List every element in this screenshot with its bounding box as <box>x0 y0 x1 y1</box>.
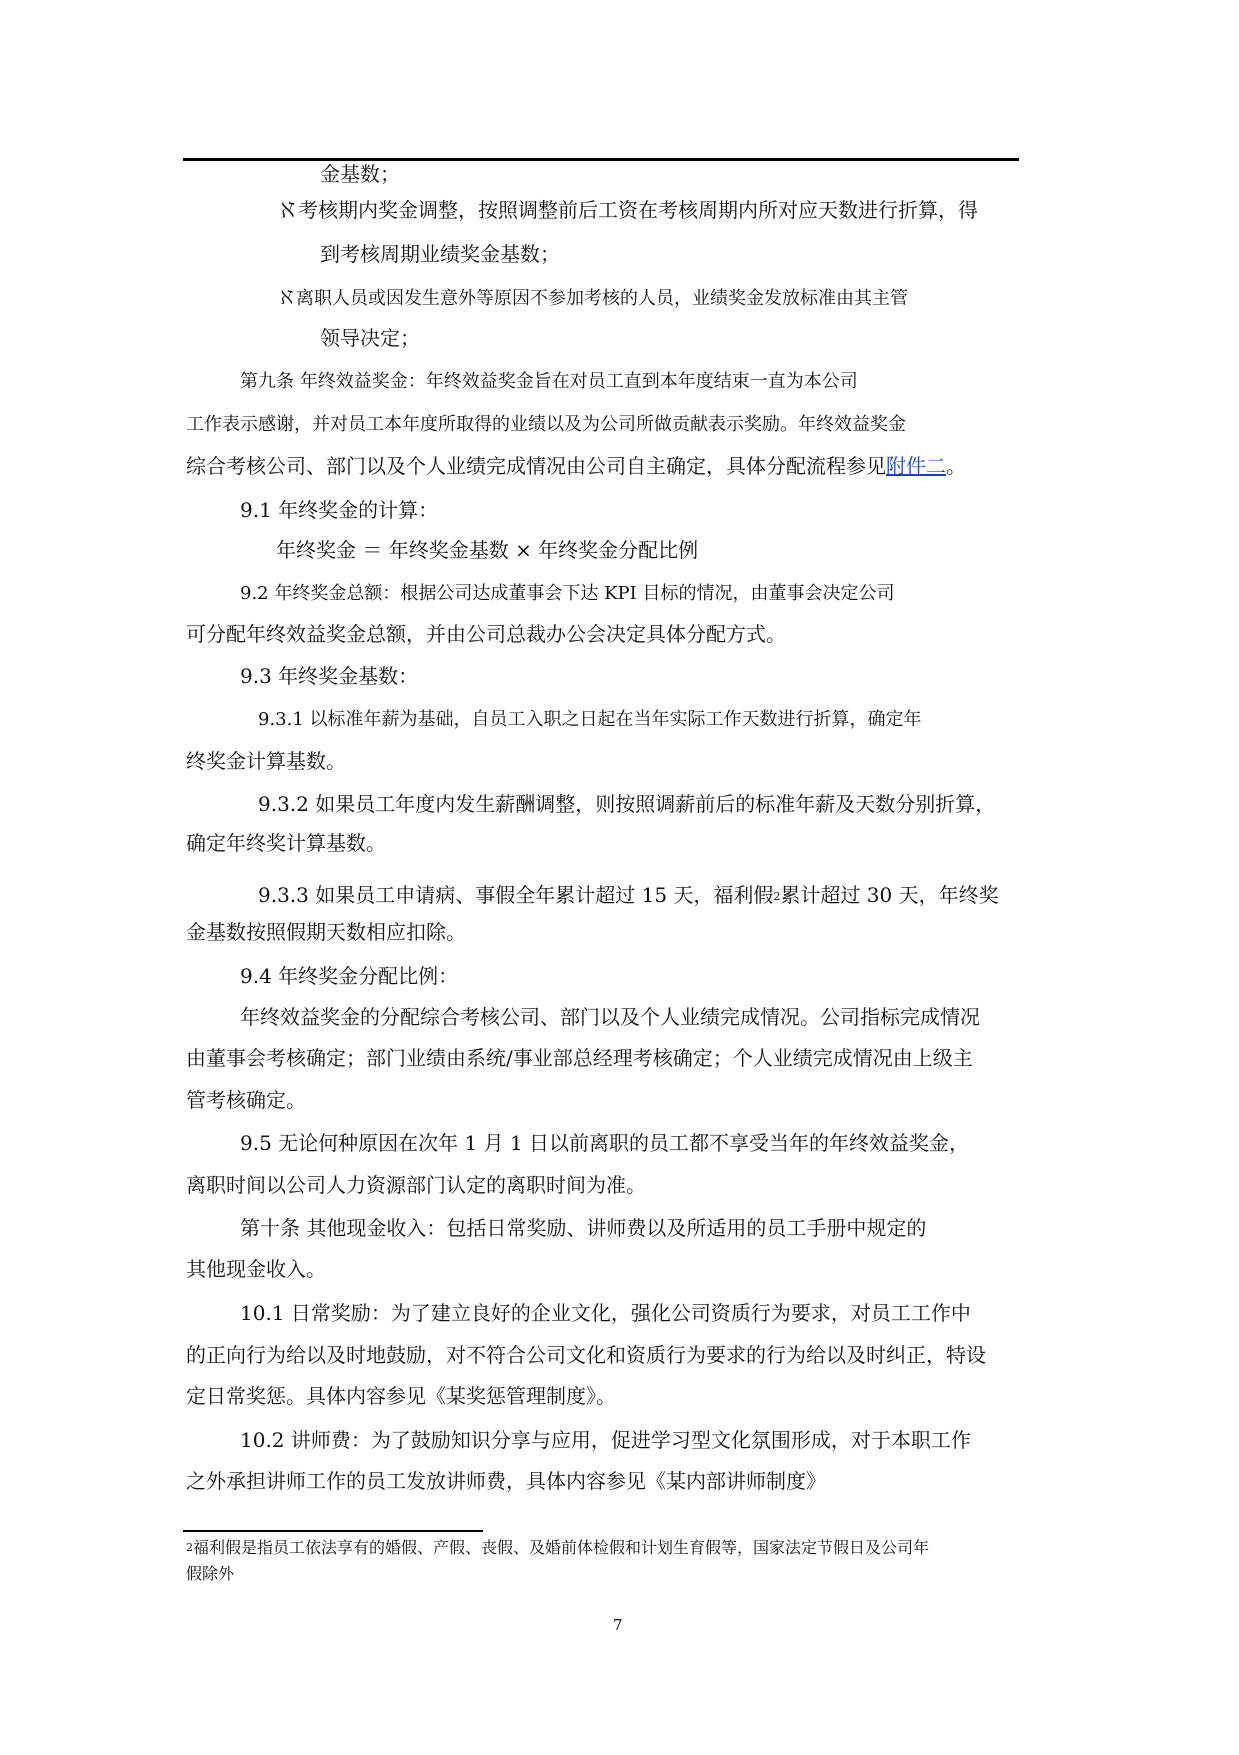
text-line: 金基数按照假期天数相应扣除。 <box>186 920 466 944</box>
text-line: 10.2 讲师费：为了鼓励知识分享与应用，促进学习型文化氛围形成，对于本职工作 <box>240 1428 971 1452</box>
text-line: 确定年终奖计算基数。 <box>186 831 386 855</box>
text-span: 福利假是指员工依法享有的婚假、产假、丧假、及婚前体检假和计划生育假等，国家法定节假日及公司年 <box>193 1538 930 1557</box>
page-number: 7 <box>613 1616 623 1634</box>
text-span: 累计超过 30 天，年终奖 <box>780 883 999 907</box>
footnote-ref[interactable]: 2 <box>773 890 781 903</box>
text-line: 工作表示感谢，并对员工本年度所取得的业绩以及为公司所做贡献表示奖励。年终效益奖金 <box>186 414 906 435</box>
text-line: 定日常奖惩。具体内容参见《某奖惩管理制度》。 <box>186 1384 616 1408</box>
text-line: 终奖金计算基数。 <box>186 749 346 773</box>
text-line: 年终效益奖金的分配综合考核公司、部门以及个人业绩完成情况。公司指标完成情况 <box>240 1005 980 1029</box>
footnote-line: 假除外 <box>186 1564 235 1583</box>
text-line: 管考核确定。 <box>186 1088 306 1112</box>
text-line <box>186 454 966 478</box>
text-line: 9.3 年终奖金基数： <box>240 664 419 688</box>
text-line: 9.4 年终奖金分配比例： <box>240 964 459 988</box>
text-line: 离职时间以公司人力资源部门认定的离职时间为准。 <box>186 1173 646 1197</box>
text-line: 其他现金收入。 <box>186 1257 326 1281</box>
text-line: 9.5 无论何种原因在次年 1 月 1 日以前离职的员工都不享受当年的年终效益奖金， <box>240 1131 970 1155</box>
text-line: 领导决定； <box>320 326 420 350</box>
text-line: 由董事会考核确定；部门业绩由系统/事业部总经理考核确定；个人业绩完成情况由上级主 <box>186 1046 973 1070</box>
footnote-line <box>186 1536 929 1560</box>
footnote-rule <box>183 1530 483 1532</box>
text-line: 到考核周期业绩奖金基数； <box>320 242 560 266</box>
text-line: 10.1 日常奖励：为了建立良好的企业文化，强化公司资质行为要求，对员工工作中 <box>240 1301 971 1325</box>
text-line: 的正向行为给以及时地鼓励，对不符合公司文化和资质行为要求的行为给以及时纠正，特设 <box>186 1343 986 1367</box>
text-line <box>258 883 999 909</box>
text-line: 9.1 年终奖金的计算： <box>240 498 439 522</box>
header-rule <box>183 158 1019 161</box>
text-line: 之外承担讲师工作的员工发放讲师费，具体内容参见《某内部讲师制度》 <box>186 1469 826 1493</box>
footnote-mark: 2 <box>186 1541 193 1554</box>
text-line: 9.2 年终奖金总额：根据公司达成董事会下达 KPI 目标的情况，由董事会决定公司 <box>240 583 895 604</box>
text-span: 。 <box>946 454 966 478</box>
text-line: 9.3.2 如果员工年度内发生薪酬调整，则按照调薪前后的标准年薪及天数分别折算， <box>258 792 996 816</box>
appendix-two-link[interactable]: 附件二 <box>886 454 946 478</box>
text-line: 金基数； <box>320 162 400 186</box>
text-line: 第九条 年终效益奖金：年终效益奖金旨在对员工直到本年度结束一直为本公司 <box>240 371 858 392</box>
text-span: 9.3.3 如果员工申请病、事假全年累计超过 15 天，福利假 <box>258 883 774 907</box>
text-line: 第十条 其他现金收入：包括日常奖励、讲师费以及所适用的员工手册中规定的 <box>240 1216 927 1240</box>
text-line: 可分配年终效益奖金总额，并由公司总裁办公会决定具体分配方式。 <box>186 622 786 646</box>
text-line: ℵ离职人员或因发生意外等原因不参加考核的人员，业绩奖金发放标准由其主管 <box>278 288 908 309</box>
text-line: 年终奖金 ＝ 年终奖金基数 × 年终奖金分配比例 <box>276 538 699 562</box>
text-span: 综合考核公司、部门以及个人业绩完成情况由公司自主确定，具体分配流程参见 <box>186 454 886 478</box>
text-line: ℵ考核期内奖金调整，按照调整前后工资在考核周期内所对应天数进行折算，得 <box>278 198 978 222</box>
text-line: 9.3.1 以标准年薪为基础，自员工入职之日起在当年实际工作天数进行折算，确定年 <box>258 709 922 730</box>
